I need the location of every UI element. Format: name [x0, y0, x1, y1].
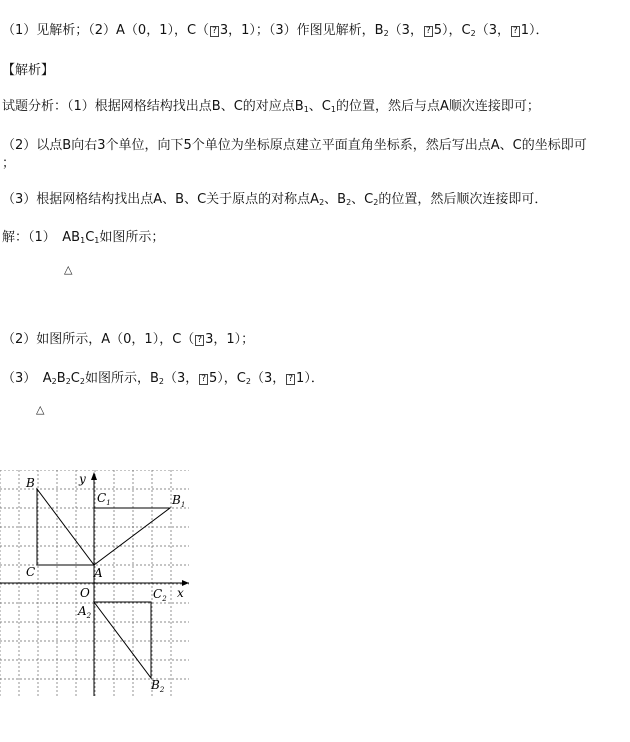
answer-text-2: 3，1）；（3）作图见解析，B: [219, 23, 384, 38]
answer-sub-1: 2: [383, 29, 389, 38]
analysis-text: 、C: [351, 192, 374, 207]
solution-text: 解：（1） AB: [2, 230, 81, 245]
answer-text-1: （1）见解析；（2）A（0，1），C（: [2, 23, 210, 38]
label-b1: $B_1$: [172, 493, 186, 509]
solution-line-1: [2, 229, 164, 250]
solution-text: 1）．: [296, 371, 324, 386]
solution-text: （3，: [163, 371, 199, 386]
analysis-text: （3）根据网格结构找出点A、B、C关于原点的对称点A: [2, 192, 320, 207]
answer-text-6: 1）．: [520, 23, 549, 38]
section-heading: 【解析】: [2, 63, 55, 78]
analysis-sub: 2: [319, 198, 325, 207]
missing-glyph: ?: [201, 374, 207, 384]
solution-sub: 2: [79, 377, 85, 386]
label-c: C: [26, 565, 36, 579]
solution-text: （3，: [250, 371, 286, 386]
analysis-text: 试题分析：（1）根据网格结构找出点B、C的对应点B: [2, 99, 304, 114]
analysis-line-2b: ；: [2, 156, 16, 171]
missing-glyph: ?: [425, 26, 431, 36]
solution-text: 3，1）；: [205, 332, 255, 347]
solution-text: C: [85, 230, 95, 245]
analysis-sub: 1: [303, 105, 309, 114]
answer-text-3: （3，: [388, 23, 423, 38]
missing-glyph: ?: [197, 335, 203, 345]
solution-text: 如图所示；: [99, 230, 165, 245]
triangle-symbol-1: △: [64, 263, 73, 276]
solution-line-3: [2, 370, 324, 391]
solution-sub: 1: [94, 236, 100, 245]
solution-text: 5），C: [209, 371, 246, 386]
label-a2: $A_2$: [78, 604, 92, 620]
analysis-line-3: [2, 191, 547, 212]
triangle-a2b2c2: [94, 602, 151, 678]
label-x: x: [177, 586, 184, 600]
coordinate-grid-figure: [0, 470, 200, 700]
analysis-text: 的位置，然后与点A顺次连接即可；: [335, 99, 540, 114]
answer-line: [2, 22, 549, 43]
analysis-text: 、B: [324, 192, 347, 207]
label-b2: $B_2$: [151, 678, 165, 694]
analysis-text: 、C: [308, 99, 331, 114]
label-c1: $C_1$: [97, 491, 111, 507]
analysis-text: 的位置，然后顺次连接即可．: [378, 192, 548, 207]
analysis-sub: 2: [346, 198, 352, 207]
solution-text: B: [56, 371, 66, 386]
missing-glyph: ?: [512, 26, 518, 36]
solution-sub: 2: [245, 377, 251, 386]
label-o: O: [80, 586, 90, 600]
solution-sub: 2: [65, 377, 71, 386]
triangle-symbol-2: △: [36, 403, 45, 416]
triangle-ab1c1: [94, 508, 170, 565]
solution-sub: 2: [158, 377, 164, 386]
solution-line-2: [2, 331, 254, 349]
answer-text-4: 5），C: [433, 23, 471, 38]
analysis-line-2: （2）以点B向右3个单位，向下5个单位为坐标原点建立平面直角坐标系，然后写出点A、C的坐标即可: [2, 138, 587, 153]
analysis-sub: 2: [373, 198, 379, 207]
analysis-line-1: [2, 98, 540, 119]
solution-text: （3） A: [2, 371, 52, 386]
solution-sub: 2: [51, 377, 57, 386]
solution-text: （2）如图所示，A（0，1），C（: [2, 332, 195, 347]
label-b: B: [26, 476, 35, 490]
missing-glyph: ?: [288, 374, 294, 384]
missing-glyph: ?: [212, 26, 217, 36]
answer-text-5: （3，: [475, 23, 510, 38]
label-a: A: [94, 566, 103, 580]
y-axis-arrow: [91, 472, 97, 480]
solution-text: C: [70, 371, 80, 386]
solution-text: 如图所示，B: [84, 371, 159, 386]
label-c2: $C_2$: [153, 587, 167, 603]
solution-sub: 1: [80, 236, 86, 245]
answer-sub-2: 2: [470, 29, 476, 38]
analysis-sub: 1: [330, 105, 336, 114]
label-y: y: [79, 472, 86, 486]
